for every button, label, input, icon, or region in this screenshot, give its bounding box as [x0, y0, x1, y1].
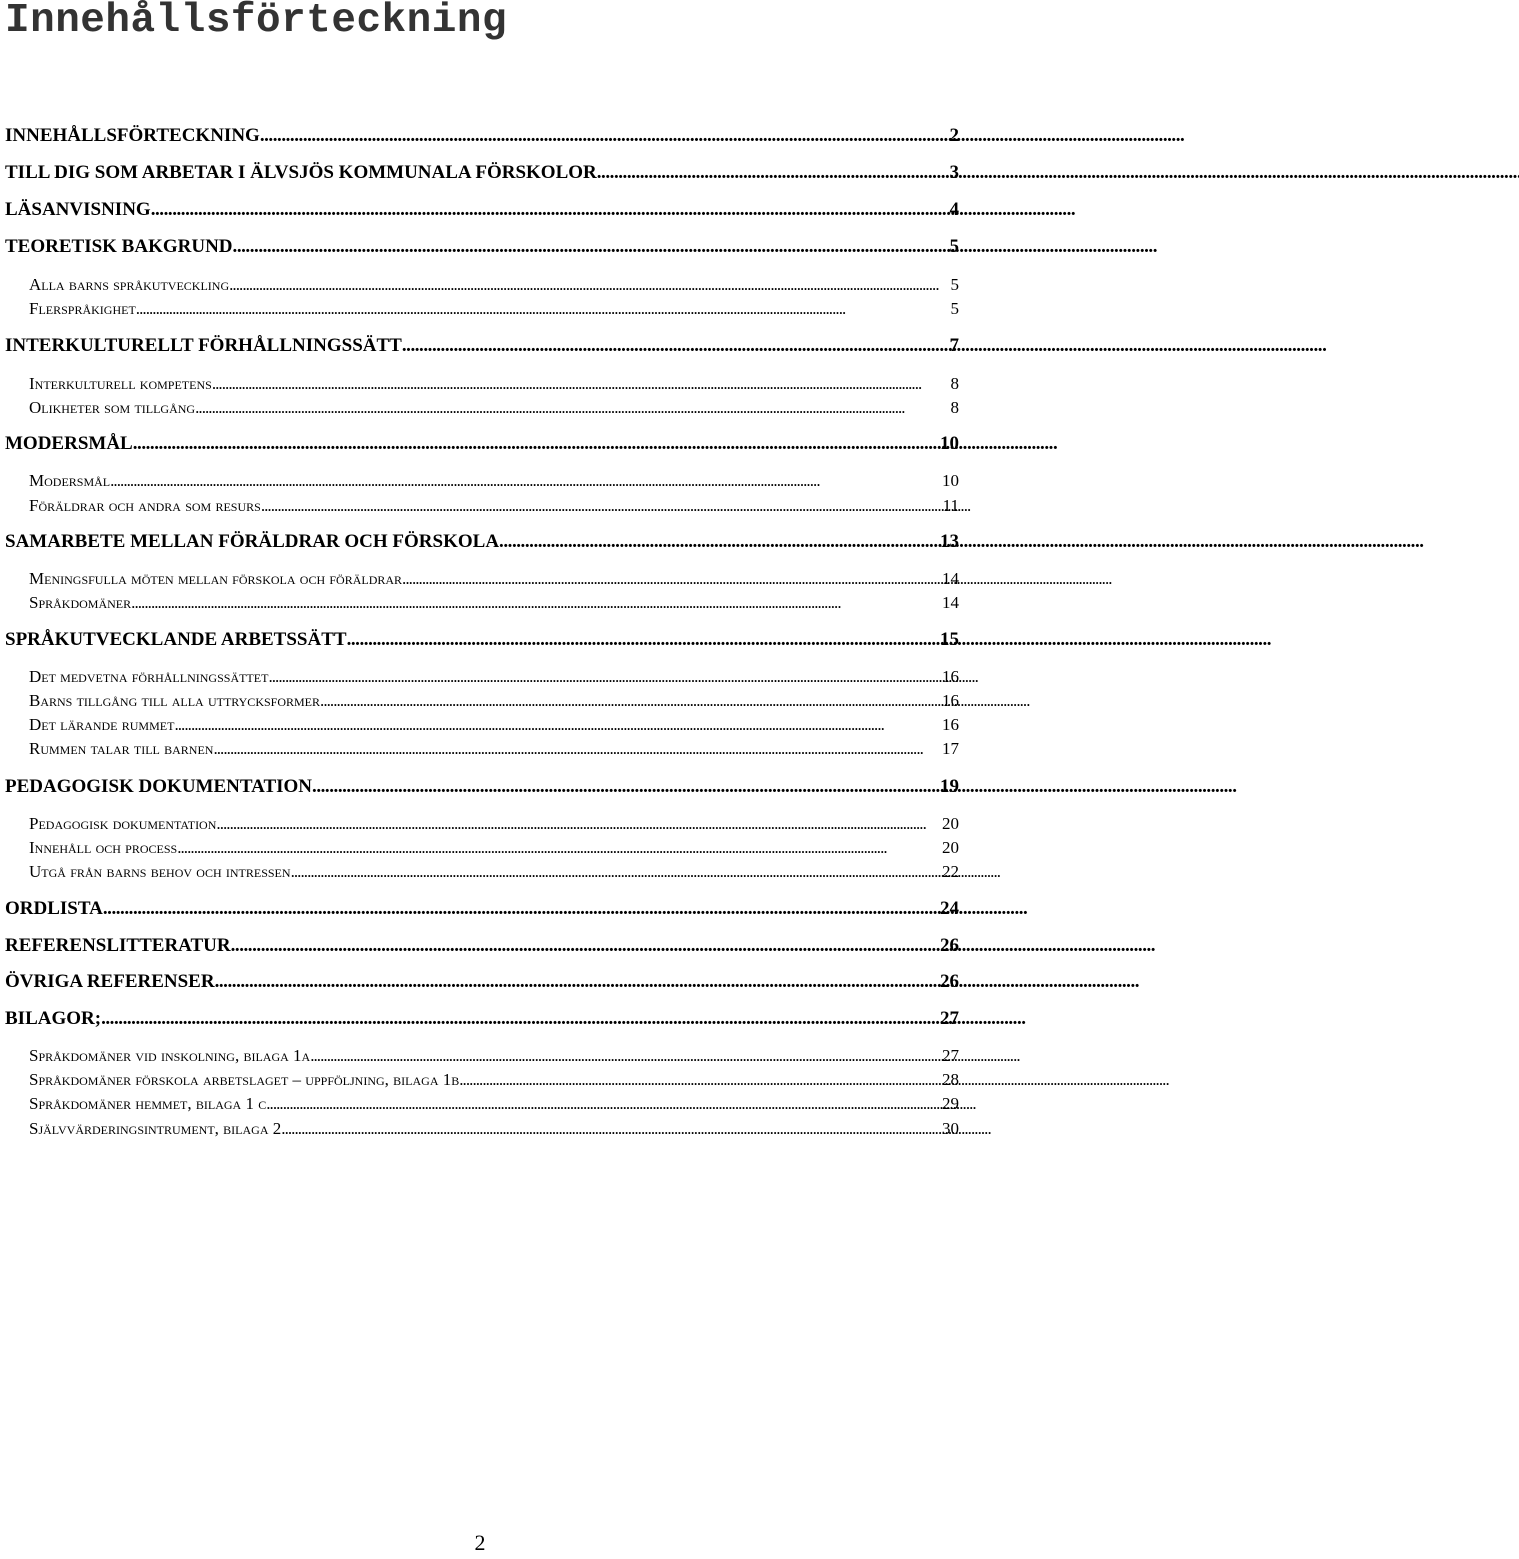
toc-entry-title: BILAGOR;	[5, 1008, 102, 1029]
toc-dot-leader	[213, 738, 939, 760]
toc-entry-page: 11	[942, 496, 959, 515]
toc-entry-page: 15	[940, 629, 959, 650]
toc-entry-page: 2	[949, 125, 959, 146]
page-title: Innehållsförteckning	[5, 0, 508, 44]
toc-entry-title: INTERKULTURELLT FÖRHÅLLNINGSSÄTT	[5, 335, 402, 356]
toc-entry-title: Interkulturell kompetens	[29, 374, 212, 393]
toc-subentry[interactable]	[29, 837, 959, 861]
toc-entry-page: 28	[942, 1070, 959, 1089]
toc-dot-leader	[101, 1007, 937, 1031]
toc-dot-leader	[281, 1118, 939, 1140]
toc-dot-leader	[291, 861, 939, 883]
toc-entry-title: Språkdomäner hemmet, bilaga 1 c	[29, 1094, 267, 1113]
toc-entry-title: Språkdomäner	[29, 593, 132, 612]
toc-entry-page: 20	[942, 838, 959, 857]
toc-heading-entry[interactable]	[5, 432, 959, 456]
toc-dot-leader	[151, 198, 947, 222]
toc-dot-leader	[131, 592, 939, 614]
toc-entry-title: MODERSMÅL	[5, 433, 133, 454]
toc-entry-title: Språkdomäner vid inskolning, bilaga 1a	[29, 1046, 311, 1065]
toc-entry-page: 7	[949, 335, 959, 356]
toc-entry-page: 16	[942, 691, 959, 710]
toc-heading-entry[interactable]	[5, 334, 959, 358]
toc-entry-title: Meningsfulla möten mellan förskola och föräldrar	[29, 569, 403, 588]
toc-dot-leader	[177, 837, 939, 859]
toc-entry-page: 26	[940, 935, 959, 956]
toc-heading-entry[interactable]	[5, 775, 959, 799]
toc-subentry[interactable]	[29, 495, 959, 519]
toc-dot-leader	[260, 124, 947, 148]
toc-entry-page: 13	[940, 531, 959, 552]
toc-dot-leader	[459, 1069, 939, 1091]
toc-subentry[interactable]	[29, 666, 959, 690]
toc-entry-page: 29	[942, 1094, 959, 1113]
toc-subentry[interactable]	[29, 397, 959, 421]
toc-dot-leader	[229, 274, 947, 296]
toc-entry-page: 16	[942, 667, 959, 686]
toc-dot-leader	[268, 666, 939, 688]
toc-entry-page: 22	[942, 862, 959, 881]
toc-subentry[interactable]	[29, 470, 959, 494]
toc-entry-title: TEORETISK BAKGRUND	[5, 236, 233, 257]
toc-heading-entry[interactable]	[5, 970, 959, 994]
toc-subentry[interactable]	[29, 274, 959, 298]
toc-dot-leader	[231, 934, 937, 958]
toc-entry-title: Utgå från barns behov och intressen	[29, 862, 291, 881]
toc-entry-title: Alla barns språkutveckling	[29, 275, 230, 294]
toc-entry-page: 5	[950, 275, 959, 294]
toc-subentry[interactable]	[29, 1093, 959, 1117]
toc-entry-page: 26	[940, 971, 959, 992]
toc-dot-leader	[195, 397, 947, 419]
toc-entry-title: Pedagogisk dokumentation	[29, 814, 217, 833]
toc-subentry[interactable]	[29, 373, 959, 397]
toc-entry-page: 8	[950, 398, 959, 417]
toc-entry-page: 30	[942, 1119, 959, 1138]
toc-heading-entry[interactable]	[5, 934, 959, 958]
toc-dot-leader	[133, 432, 937, 456]
toc-entry-page: 19	[940, 776, 959, 797]
toc-entry-page: 10	[940, 433, 959, 454]
toc-subentry[interactable]	[29, 568, 959, 592]
toc-heading-entry[interactable]	[5, 198, 959, 222]
toc-dot-leader	[312, 775, 937, 799]
toc-dot-leader	[320, 690, 939, 712]
toc-entry-page: 17	[942, 739, 959, 758]
toc-dot-leader	[174, 714, 939, 736]
toc-entry-page: 3	[949, 162, 959, 183]
toc-dot-leader	[402, 568, 939, 590]
toc-dot-leader	[216, 813, 939, 835]
toc-entry-title: Barns tillgång till alla uttrycksformer	[29, 691, 321, 710]
toc-dot-leader	[110, 470, 939, 492]
toc-entry-title: Självvärderingsintrument, bilaga 2	[29, 1119, 282, 1138]
toc-entry-title: Det medvetna förhållningssättet	[29, 667, 269, 686]
toc-subentry[interactable]	[29, 738, 959, 762]
toc-subentry[interactable]	[29, 690, 959, 714]
toc-entry-page: 27	[940, 1008, 959, 1029]
toc-subentry[interactable]	[29, 1045, 959, 1069]
toc-entry-page: 24	[940, 898, 959, 919]
toc-entry-title: Det lärande rummet	[29, 715, 175, 734]
toc-entry-page: 4	[949, 199, 959, 220]
toc-dot-leader	[402, 334, 947, 358]
toc-dot-leader	[310, 1045, 939, 1067]
toc-dot-leader	[266, 1093, 939, 1115]
toc-entry-title: Föräldrar och andra som resurs	[29, 496, 261, 515]
toc-entry-title: INNEHÅLLSFÖRTECKNING	[5, 125, 260, 146]
toc-entry-page: 20	[942, 814, 959, 833]
toc-subentry[interactable]	[29, 813, 959, 837]
toc-entry-page: 8	[950, 374, 959, 393]
toc-dot-leader	[233, 235, 947, 259]
toc-entry-page: 5	[949, 236, 959, 257]
toc-entry-title: PEDAGOGISK DOKUMENTATION	[5, 776, 313, 797]
toc-entry-title: ÖVRIGA REFERENSER	[5, 971, 215, 992]
toc-heading-entry[interactable]	[5, 161, 959, 185]
toc-entry-page: 14	[942, 593, 959, 612]
toc-dot-leader	[499, 530, 937, 554]
toc-subentry[interactable]	[29, 298, 959, 322]
toc-entry-page: 10	[942, 471, 959, 490]
toc-entry-page: 16	[942, 715, 959, 734]
toc-dot-leader	[215, 970, 937, 994]
toc-subentry[interactable]	[29, 592, 959, 616]
toc-entry-title: Flerspråkighet	[29, 299, 136, 318]
toc-entry-title: SAMARBETE MELLAN FÖRÄLDRAR OCH FÖRSKOLA	[5, 531, 500, 552]
toc-entry-title: Olikheter som tillgång	[29, 398, 196, 417]
toc-heading-entry[interactable]	[5, 628, 959, 652]
toc-dot-leader	[136, 298, 948, 320]
toc-entry-title: LÄSANVISNING	[5, 199, 151, 220]
toc-entry-title: REFERENSLITTERATUR	[5, 935, 231, 956]
toc-dot-leader	[103, 897, 937, 921]
toc-dot-leader	[212, 373, 948, 395]
toc-heading-entry[interactable]	[5, 235, 959, 259]
toc-heading-entry[interactable]	[5, 124, 959, 148]
toc-heading-entry[interactable]	[5, 897, 959, 921]
toc-subentry[interactable]	[29, 714, 959, 738]
toc-subentry[interactable]	[29, 1118, 959, 1142]
toc-entry-page: 14	[942, 569, 959, 588]
toc-entry-title: Innehåll och process	[29, 838, 178, 857]
toc-entry-page: 27	[942, 1046, 959, 1065]
toc-entry-title: Rummen talar till barnen	[29, 739, 214, 758]
toc-subentry[interactable]	[29, 861, 959, 885]
toc-dot-leader	[261, 495, 940, 517]
toc-subentry[interactable]	[29, 1069, 959, 1093]
toc-heading-entry[interactable]	[5, 530, 959, 554]
toc-dot-leader	[597, 161, 947, 185]
toc-entry-page: 5	[950, 299, 959, 318]
toc-entry-title: SPRÅKUTVECKLANDE ARBETSSÄTT	[5, 629, 347, 650]
toc-dot-leader	[347, 628, 937, 652]
page-number: 2	[474, 1530, 486, 1555]
toc-entry-title: Språkdomäner förskola arbetslaget – uppföljning, bilaga 1b	[29, 1070, 460, 1089]
toc-heading-entry[interactable]	[5, 1007, 959, 1031]
toc-entry-title: ORDLISTA	[5, 898, 103, 919]
toc-entry-title: Modersmål	[29, 471, 111, 490]
toc-entry-title: TILL DIG SOM ARBETAR I ÄLVSJÖS KOMMUNALA FÖRSKOLOR	[5, 162, 597, 183]
